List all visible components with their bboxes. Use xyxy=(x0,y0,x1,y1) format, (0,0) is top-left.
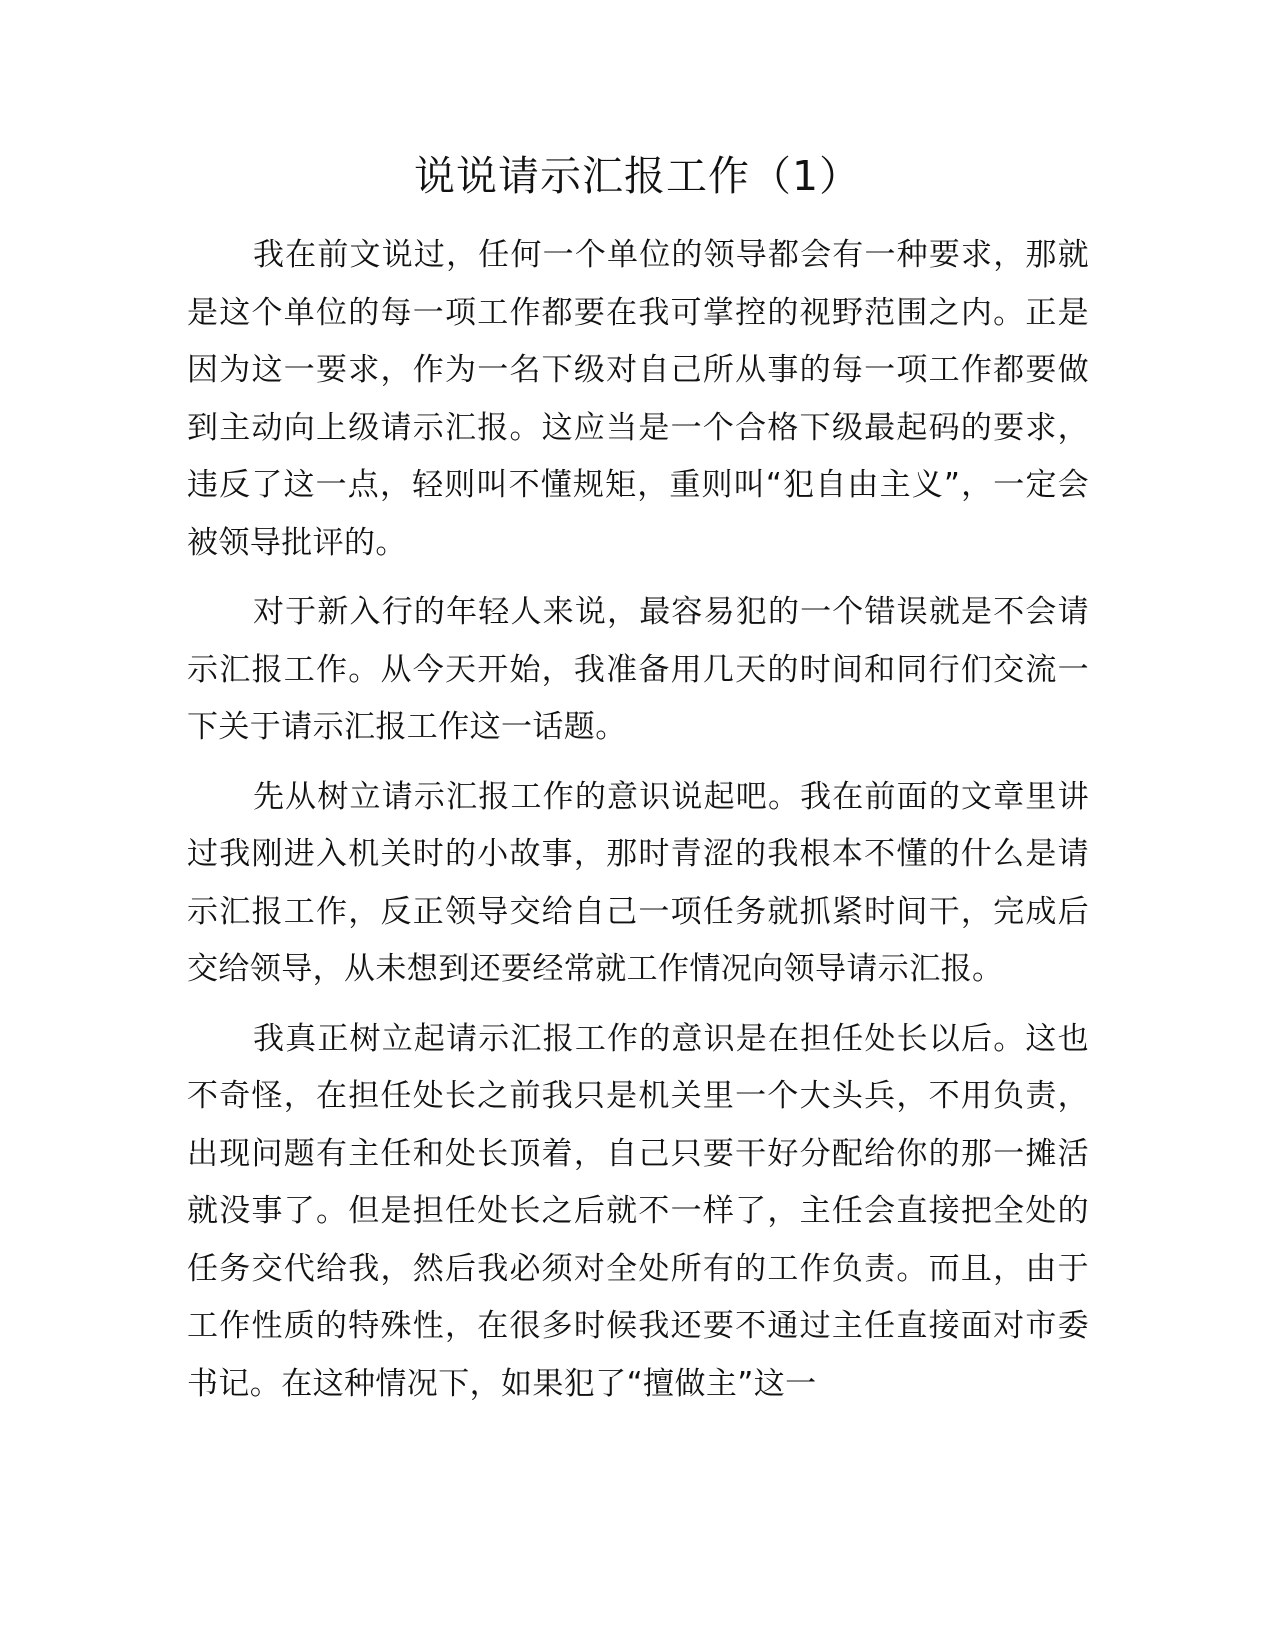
paragraph-3: 先从树立请示汇报工作的意识说起吧。我在前面的文章里讲过我刚进入机关时的小故事，那时青涩的我根本不懂的什么是请示汇报工作，反正领导交给自己一项任务就抓紧时间干，完成后交给领导，从未想到还要经常就工作情况向领导请示汇报。 xyxy=(187,778,1089,987)
paragraph-2: 对于新入行的年轻人来说，最容易犯的一个错误就是不会请示汇报工作。从今天开始，我准备用几天的时间和同行们交流一下关于请示汇报工作这一话题。 xyxy=(187,594,1089,745)
document-body xyxy=(187,227,1089,1425)
paragraph-1: 我在前文说过，任何一个单位的领导都会有一种要求，那就是这个单位的每一项工作都要在我可掌控的视野范围之内。正是因为这一要求，作为一名下级对自己所从事的每一项工作都要做到主动向上级请示汇报。这应当是一个合格下级最起码的要求，违反了这一点，轻则叫不懂规矩，重则叫“犯自由主义”，一定会被领导批评的。 xyxy=(187,237,1089,561)
document-title: 说说请示汇报工作（1） xyxy=(413,152,862,200)
paragraph-4: 我真正树立起请示汇报工作的意识是在担任处长以后。这也不奇怪，在担任处长之前我只是机关里一个大头兵，不用负责，出现问题有主任和处长顶着，自己只要干好分配给你的那一摊活就没事了。但是担任处长之后就不一样了，主任会直接把全处的任务交代给我，然后我必须对全处所有的工作负责。而且，由于工作性质的特殊性，在很多时候我还要不通过主任直接面对市委书记。在这种情况下，如果犯了“擅做主”这一 xyxy=(187,1020,1089,1402)
